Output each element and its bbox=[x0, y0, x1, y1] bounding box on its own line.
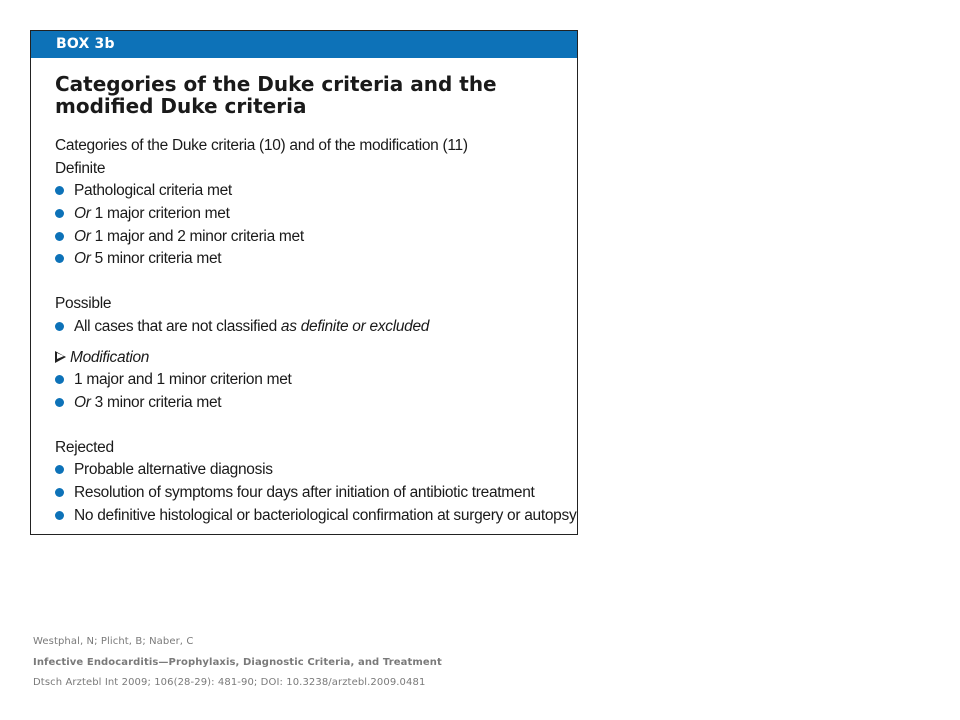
item-text: 1 major criterion met bbox=[90, 205, 230, 223]
item-text: No definitive histological or bacteriological confirmation at surgery or autopsy bbox=[74, 506, 577, 524]
item-prefix: Or bbox=[74, 393, 91, 411]
modification-heading-row bbox=[55, 347, 575, 370]
item-prefix: Or bbox=[74, 205, 91, 223]
item-text: 1 major and 1 minor criterion met bbox=[74, 371, 292, 389]
citation-authors: Westphal, N; Plicht, B; Naber, C bbox=[33, 636, 194, 647]
section-gap bbox=[55, 339, 575, 347]
citation-title: Infective Endocarditis—Prophylaxis, Diagnostic Criteria, and Treatment bbox=[33, 657, 442, 668]
bullet-icon bbox=[55, 465, 64, 474]
list-item bbox=[55, 203, 575, 226]
item-text: Resolution of symptoms four days after initiation of antibiotic treatment bbox=[74, 483, 535, 501]
section-gap bbox=[55, 271, 575, 293]
item-text: Pathological criteria met bbox=[74, 182, 232, 200]
list-item bbox=[55, 392, 575, 415]
list-item bbox=[55, 248, 575, 271]
possible-heading: Possible bbox=[55, 295, 112, 313]
bullet-icon bbox=[55, 488, 64, 497]
list-item bbox=[55, 482, 575, 505]
box-title-line-2: modified Duke criteria bbox=[55, 94, 307, 118]
list-item bbox=[55, 316, 575, 339]
item-text: 5 minor criteria met bbox=[90, 250, 222, 268]
bullet-icon bbox=[55, 375, 64, 384]
item-text: All cases that are not classified bbox=[74, 317, 281, 335]
triangle-outline-icon bbox=[55, 351, 66, 363]
list-item bbox=[55, 226, 575, 249]
item-emphasis: as definite or excluded bbox=[280, 317, 430, 335]
bullet-icon bbox=[55, 398, 64, 407]
box-content bbox=[55, 135, 575, 527]
bullet-icon bbox=[55, 209, 64, 218]
list-item bbox=[55, 459, 575, 482]
info-box bbox=[30, 30, 578, 535]
rejected-heading: Rejected bbox=[55, 438, 114, 456]
bullet-icon bbox=[55, 511, 64, 520]
intro-text: Categories of the Duke criteria (10) and of the modification (11) bbox=[55, 137, 468, 154]
item-text: 3 minor criteria met bbox=[90, 393, 222, 411]
modification-heading: Modification bbox=[70, 348, 150, 366]
bullet-icon bbox=[55, 232, 64, 241]
item-prefix: Or bbox=[74, 250, 91, 268]
definite-heading: Definite bbox=[55, 159, 106, 177]
box-title bbox=[55, 73, 555, 117]
bullet-icon bbox=[55, 254, 64, 263]
list-item bbox=[55, 369, 575, 392]
item-text: 1 major and 2 minor criteria met bbox=[90, 227, 304, 245]
item-text: Probable alternative diagnosis bbox=[74, 461, 273, 479]
box-label: BOX 3b bbox=[31, 31, 577, 58]
list-item bbox=[55, 180, 575, 203]
bullet-icon bbox=[55, 322, 64, 331]
item-prefix: Or bbox=[74, 227, 91, 245]
box-title-line-1: Categories of the Duke criteria and the bbox=[55, 72, 497, 96]
section-gap bbox=[55, 415, 575, 437]
bullet-icon bbox=[55, 186, 64, 195]
list-item bbox=[55, 505, 575, 528]
citation-journal: Dtsch Arztebl Int 2009; 106(28-29): 481-90; DOI: 10.3238/arztebl.2009.0481 bbox=[33, 677, 426, 688]
